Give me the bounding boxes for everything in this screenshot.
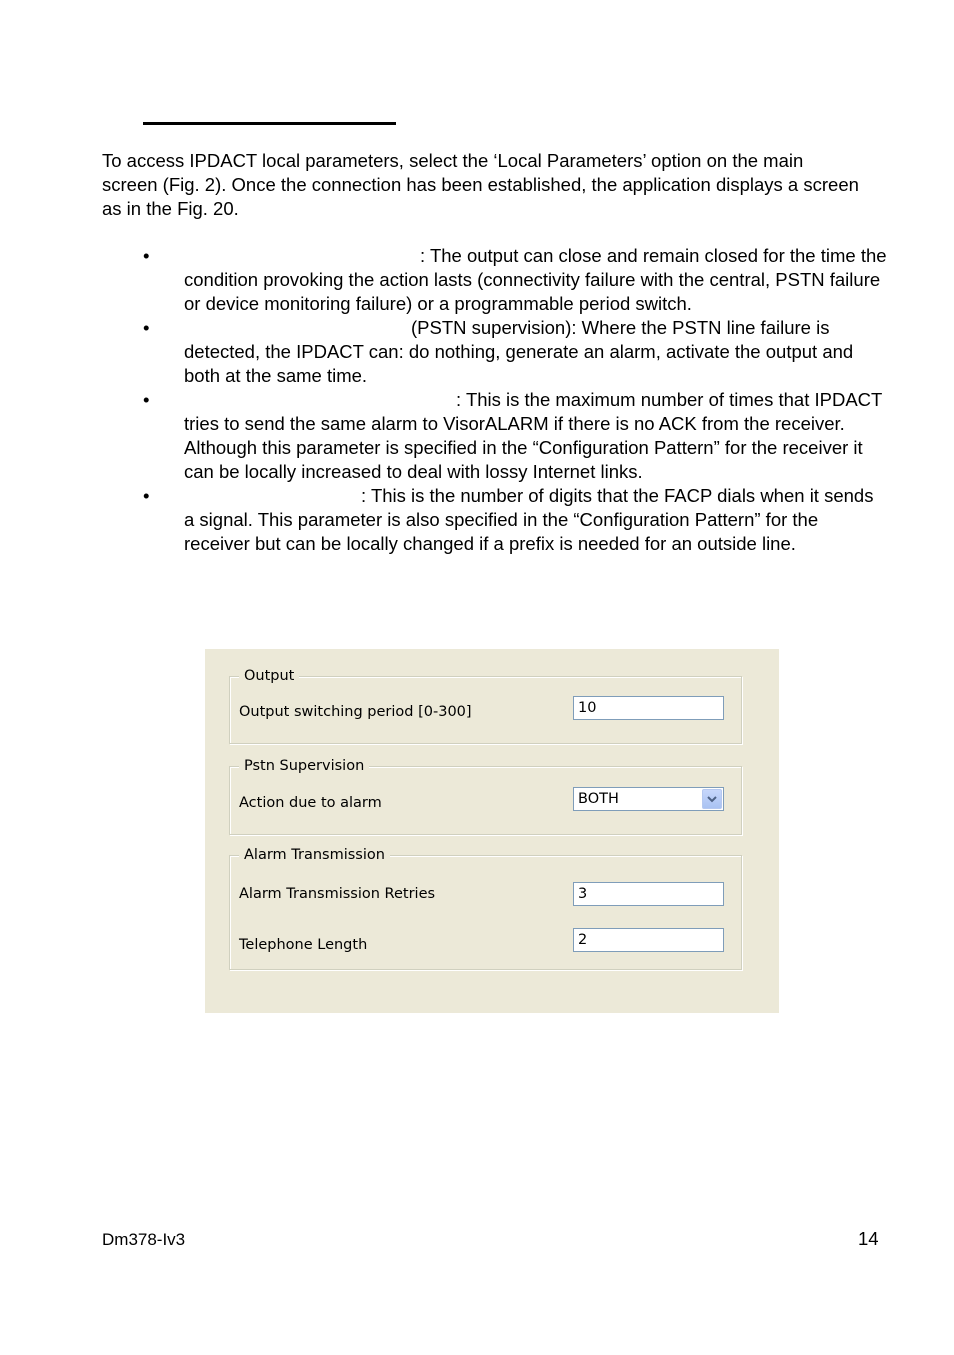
list-item-text: : This is the maximum number of times that IPDACT tries to send the same alarm to VisorALARM if there is no ACK from the receiver. Although this parameter is specified in the “Configuration Pattern” for the receiver it can be locally increased to deal with lossy Internet links. bbox=[184, 389, 882, 482]
document-id: Dm378-Iv3 bbox=[102, 1230, 186, 1249]
list-item bbox=[143, 316, 888, 388]
alarm-retries-input[interactable]: 3 bbox=[573, 882, 724, 906]
intro-paragraph: To access IPDACT local parameters, select the ‘Local Parameters’ option on the main screen (Fig. 2). Once the connection has been established, the application displays a screen as in the Fig. 20. bbox=[102, 150, 859, 219]
action-due-to-alarm-select[interactable] bbox=[573, 787, 724, 811]
telephone-length-input[interactable]: 2 bbox=[573, 928, 724, 952]
output-period-label: Output switching period [0-300] bbox=[239, 704, 472, 720]
chevron-down-icon[interactable] bbox=[702, 789, 722, 809]
list-item-text: : The output can close and remain closed for the time the condition provoking the action lasts (connectivity failure with the central, PSTN failure or device monitoring failure) or a programmable period switch. bbox=[184, 245, 887, 314]
page-number: 14 bbox=[858, 1228, 879, 1249]
output-period-input[interactable]: 10 bbox=[573, 696, 724, 720]
parameter-list bbox=[143, 244, 888, 556]
list-item-text: (PSTN supervision): Where the PSTN line failure is detected, the IPDACT can: do nothing, generate an alarm, activate the output and both at the same time. bbox=[184, 317, 854, 386]
local-parameters-dialog bbox=[205, 649, 779, 1013]
list-item-text: : This is the number of digits that the FACP dials when it sends a signal. This parameter is also specified in the “Configuration Pattern” for the receiver but can be locally changed if a prefix is needed for an outside line. bbox=[184, 485, 874, 554]
telephone-length-label: Telephone Length bbox=[239, 937, 368, 953]
output-group bbox=[229, 668, 742, 744]
bullet-icon: • bbox=[143, 485, 150, 506]
bullet-icon: • bbox=[143, 389, 150, 410]
action-select-value: BOTH bbox=[578, 791, 619, 807]
bullet-icon: • bbox=[143, 245, 150, 266]
action-due-to-alarm-label: Action due to alarm bbox=[239, 795, 382, 811]
bullet-icon: • bbox=[143, 317, 150, 338]
list-item bbox=[143, 244, 888, 316]
alarm-group-legend: Alarm Transmission bbox=[239, 845, 390, 865]
list-item bbox=[143, 484, 888, 556]
pstn-group-legend: Pstn Supervision bbox=[239, 756, 369, 776]
list-item bbox=[143, 388, 888, 484]
output-group-legend: Output bbox=[239, 666, 299, 686]
alarm-transmission-group bbox=[229, 847, 742, 970]
pstn-supervision-group bbox=[229, 758, 742, 835]
alarm-retries-label: Alarm Transmission Retries bbox=[239, 886, 436, 902]
heading-underline bbox=[143, 122, 396, 125]
